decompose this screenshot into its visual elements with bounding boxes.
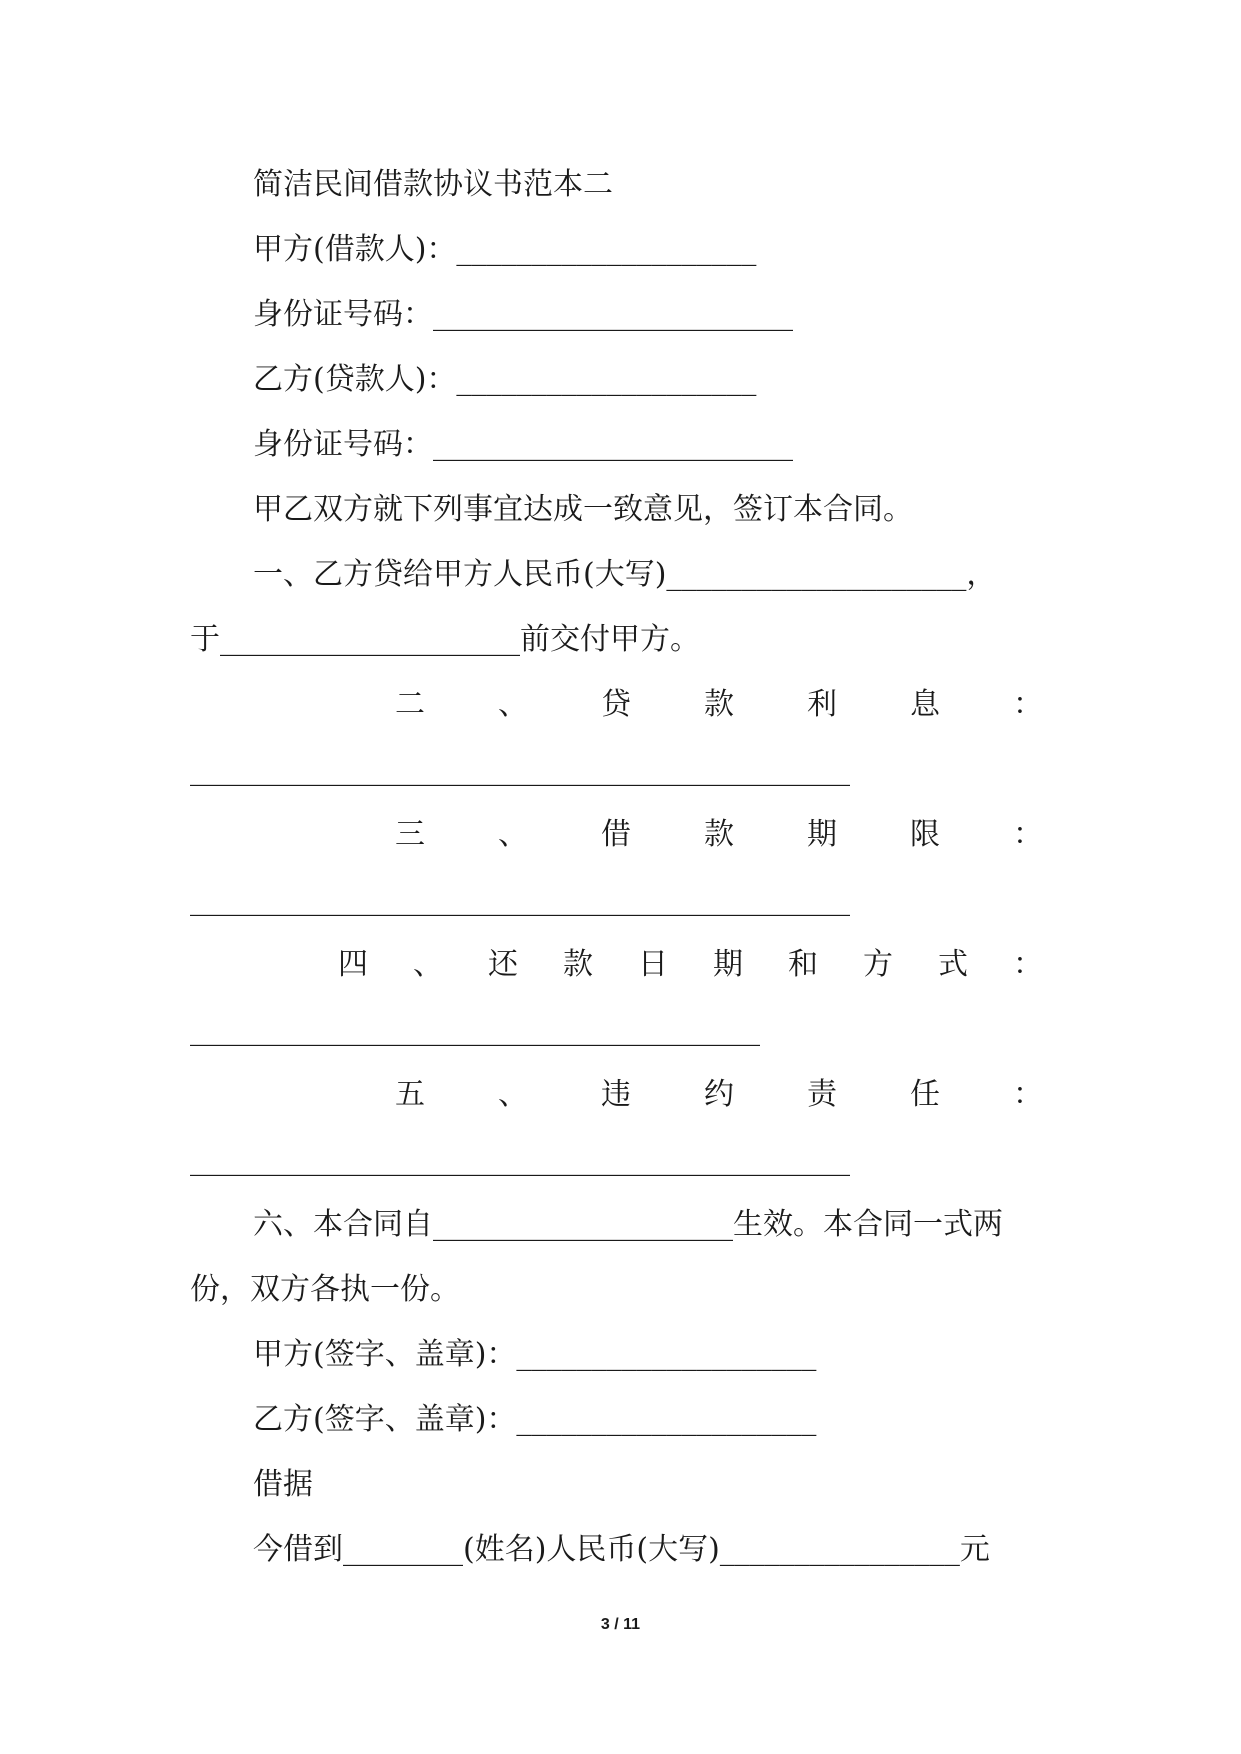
- clause-4-heading-char: 日: [638, 947, 668, 982]
- clause-4-heading-char: 期: [713, 947, 743, 982]
- page-number: 3 / 11: [600, 1616, 641, 1633]
- party-b-signature-line: 乙方(签字、盖章)：____________________: [253, 1402, 817, 1437]
- clause-3-blank: ____________________________________________: [190, 882, 850, 917]
- clause-5-heading-char: 五: [395, 1077, 425, 1112]
- party-b-id-line: 身份证号码：________________________: [253, 427, 793, 462]
- clause-1-line-2: 于____________________前交付甲方。: [190, 622, 700, 657]
- clause-4-heading-char: 式: [938, 947, 968, 982]
- clause-4-heading-char: 款: [563, 947, 593, 982]
- clause-4-heading-char: 、: [413, 947, 443, 982]
- clause-5-heading-char: 约: [704, 1077, 734, 1112]
- clause-5-heading-char: 、: [498, 1077, 528, 1112]
- clause-5-heading-char: 违: [601, 1077, 631, 1112]
- clause-3-heading-char: 限: [910, 817, 940, 852]
- document-title: 简洁民间借款协议书范本二: [253, 167, 613, 202]
- clause-3-heading: [190, 815, 1043, 855]
- clause-4-heading-char: 方: [863, 947, 893, 982]
- clause-6-line-2: 份，双方各执一份。: [190, 1272, 460, 1307]
- clause-6-line-1: 六、本合同自____________________生效。本合同一式两: [253, 1207, 1003, 1242]
- clause-3-heading-char: 款: [704, 817, 734, 852]
- receipt-title: 借据: [253, 1467, 313, 1502]
- clause-4-heading-char: 还: [488, 947, 518, 982]
- clause-2-heading-char: 二: [395, 687, 425, 722]
- clause-5-heading-char: 责: [807, 1077, 837, 1112]
- agreement-intro: 甲乙双方就下列事宜达成一致意见，签订本合同。: [253, 492, 913, 527]
- clause-3-heading-char: 借: [601, 817, 631, 852]
- clause-1-line-1: 一、乙方贷给甲方人民币(大写)____________________，: [253, 557, 997, 592]
- clause-3-heading-char: 三: [395, 817, 425, 852]
- clause-2-heading-char: ：: [1013, 687, 1043, 722]
- clause-2-heading: [190, 685, 1043, 725]
- clause-2-heading-char: 贷: [601, 687, 631, 722]
- clause-4-blank: ______________________________________: [190, 1012, 760, 1047]
- clause-3-heading-char: ：: [1013, 817, 1043, 852]
- clause-2-heading-char: 利: [807, 687, 837, 722]
- receipt-line: 今借到________(姓名)人民币(大写)________________元: [253, 1532, 990, 1567]
- clause-5-blank: ____________________________________________: [190, 1142, 850, 1177]
- clause-4-heading-char: 四: [338, 947, 368, 982]
- party-a-signature-line: 甲方(签字、盖章)：____________________: [253, 1337, 817, 1372]
- party-b-lender-line: 乙方(贷款人)：____________________: [253, 362, 757, 397]
- clause-4-heading-char: 和: [788, 947, 818, 982]
- clause-4-heading: [190, 945, 1043, 985]
- clause-5-heading: [190, 1075, 1043, 1115]
- party-a-borrower-line: 甲方(借款人)：____________________: [253, 232, 757, 267]
- clause-2-blank: ____________________________________________: [190, 752, 850, 787]
- clause-5-heading-char: 任: [910, 1077, 940, 1112]
- party-a-id-line: 身份证号码：________________________: [253, 297, 793, 332]
- clause-2-heading-char: 、: [498, 687, 528, 722]
- clause-2-heading-char: 息: [910, 687, 940, 722]
- clause-5-heading-char: ：: [1013, 1077, 1043, 1112]
- clause-4-heading-char: ：: [1013, 947, 1043, 982]
- clause-3-heading-char: 期: [807, 817, 837, 852]
- clause-3-heading-char: 、: [498, 817, 528, 852]
- clause-2-heading-char: 款: [704, 687, 734, 722]
